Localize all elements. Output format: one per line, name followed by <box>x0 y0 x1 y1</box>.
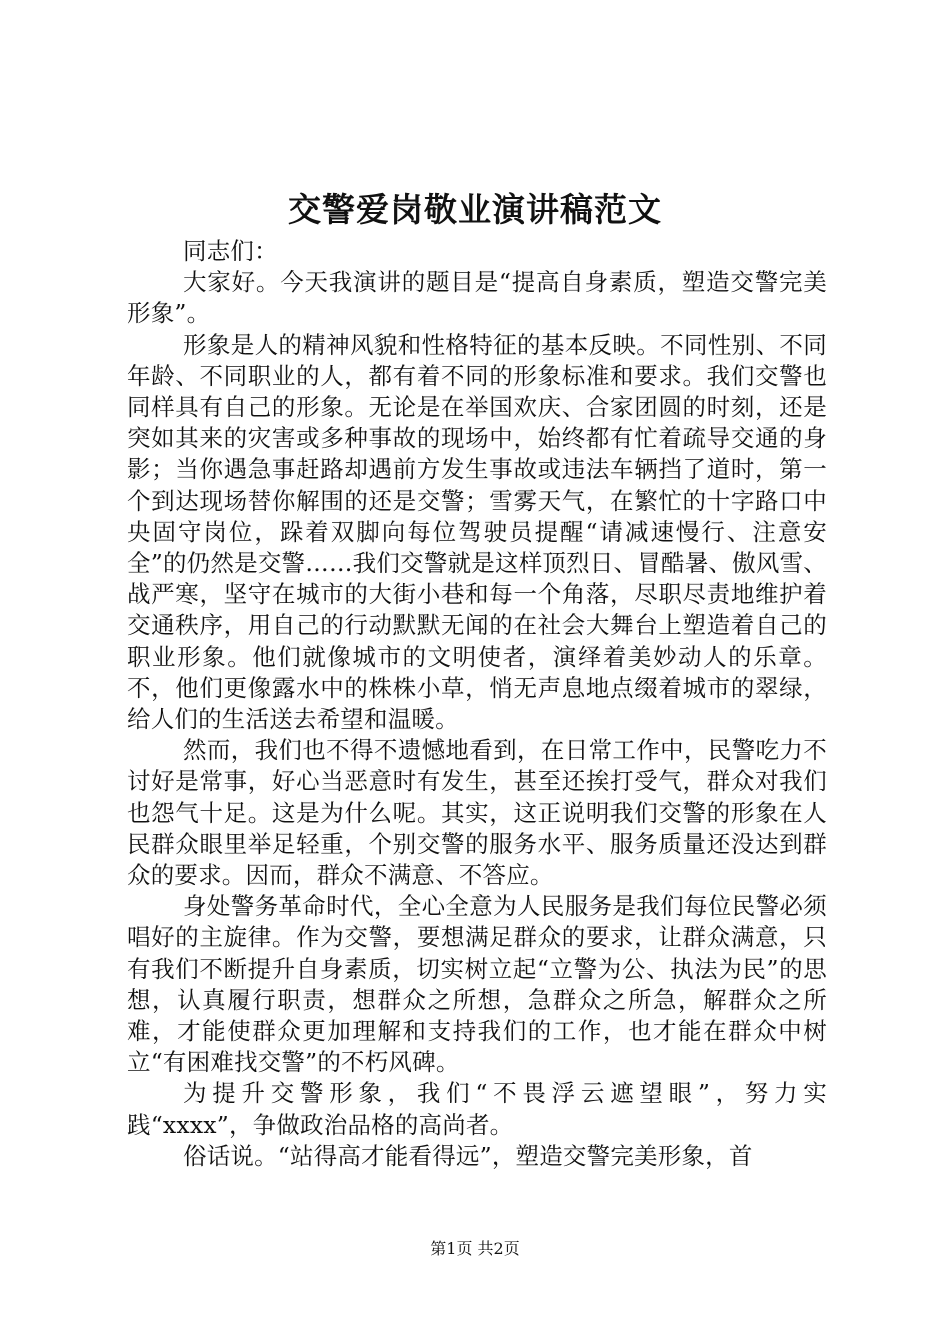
paragraph-service: 身处警务革命时代，全心全意为人民服务是我们每位民警必须唱好的主旋律。作为交警，要想满足群众的要求，让群众满意，只有我们不断提升自身素质，切实树立起“立警为公、执法为民”的思想，认真履行职责，想群众之所想，急群众之所急，解群众之所难，才能使群众更加理解和支持我们的工作，也才能在群众中树立“有困难找交警”的不朽风碑。 <box>127 892 827 1077</box>
paragraph-image: 形象是人的精神风貌和性格特征的基本反映。不同性别、不同年龄、不同职业的人，都有着不同的形象标准和要求。我们交警也同样具有自己的形象。无论是在举国欢庆、合家团圆的时刻，还是突如其来的灾害或多种事故的现场中，始终都有忙着疏导交通的身影；当你遇急事赶路却遇前方发生事故或违法车辆挡了道时，第一个到达现场替你解围的还是交警；雪雾天气，在繁忙的十字路口中央固守岗位，跺着双脚向每位驾驶员提醒“请减速慢行、注意安全”的仍然是交警……我们交警就是这样顶烈日、冒酷暑、傲风雪、战严寒，坚守在城市的大街小巷和每一个角落，尽职尽责地维护着交通秩序，用自己的行动默默无闻的在社会大舞台上塑造着自己的职业形象。他们就像城市的文明使者，演绎着美妙动人的乐章。不，他们更像露水中的株株小草，悄无声息地点缀着城市的翠绿，给人们的生活送去希望和温暖。 <box>127 330 827 734</box>
paragraph-saying: 俗话说。“站得高才能看得远”，塑造交警完美形象，首 <box>183 1141 753 1170</box>
paragraph-greeting: 同志们： <box>183 237 278 265</box>
document-title: 交警爱岗敬业演讲稿范文 <box>288 190 662 229</box>
paragraph-practice: 为提升交警形象，我们“不畏浮云遮望眼”，努力实践“xxxx”，争做政治品格的高尚者。 <box>127 1079 827 1139</box>
document-body <box>127 236 827 1172</box>
page-number-footer: 第1页 共2页 <box>430 1239 520 1258</box>
paragraph-however: 然而，我们也不得不遗憾地看到，在日常工作中，民警吃力不讨好是常事，好心当恶意时有发生，甚至还挨打受气，群众对我们也怨气十足。这是为什么呢。其实，这正说明我们交警的形象在人民群众眼里举足轻重，个别交警的服务水平、服务质量还没达到群众的要求。因而，群众不满意、不答应。 <box>127 736 827 890</box>
paragraph-intro: 大家好。今天我演讲的题目是“提高自身素质，塑造交警完美形象”。 <box>127 268 827 328</box>
